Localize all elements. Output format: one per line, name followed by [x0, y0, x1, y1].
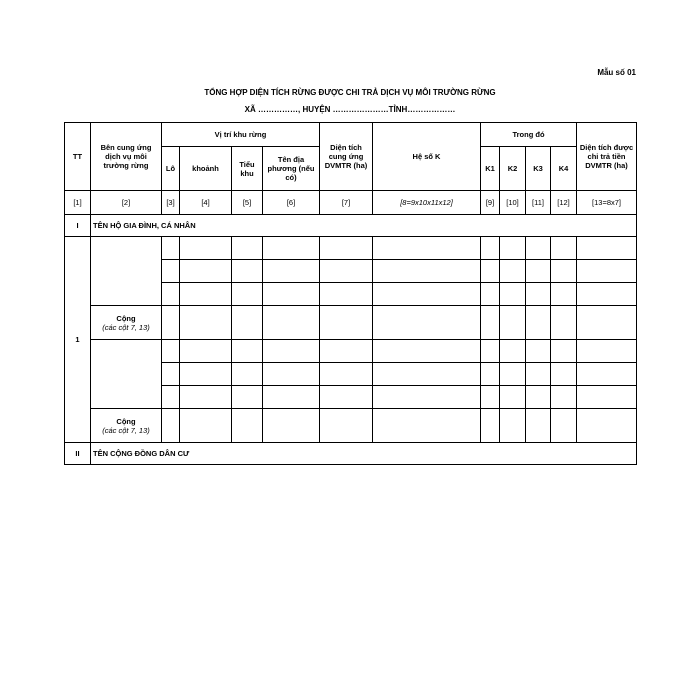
table-cell	[373, 363, 481, 386]
table-cell	[577, 340, 637, 363]
header-khoanh: khoảnh	[180, 147, 232, 191]
table-cell	[320, 386, 373, 409]
table-cell	[551, 340, 577, 363]
index-row	[65, 191, 637, 215]
table-cell	[481, 409, 500, 443]
table-cell	[232, 340, 263, 363]
table-cell	[320, 409, 373, 443]
table-cell	[320, 237, 373, 260]
table-cell	[526, 386, 551, 409]
table-cell	[577, 386, 637, 409]
document-title: TỔNG HỢP DIỆN TÍCH RỪNG ĐƯỢC CHI TRẢ DỊCH VỤ MÔI TRƯỜNG RỪNG	[204, 88, 496, 97]
table-cell	[180, 363, 232, 386]
table-cell	[500, 260, 526, 283]
table-cell	[500, 409, 526, 443]
header-k3: K3	[526, 147, 551, 191]
table-cell	[162, 306, 180, 340]
index-cell: [12]	[551, 191, 577, 215]
table-cell	[263, 283, 320, 306]
table-cell	[263, 340, 320, 363]
table-cell	[551, 283, 577, 306]
table-cell	[162, 237, 180, 260]
section-row-communities	[65, 443, 637, 465]
table-cell	[551, 237, 577, 260]
table-cell	[232, 386, 263, 409]
table-cell	[500, 237, 526, 260]
subtotal-note: (các cột 7, 13)	[102, 425, 150, 435]
header-k-coef: Hệ số K	[373, 123, 481, 191]
table-cell	[232, 260, 263, 283]
table-cell	[232, 363, 263, 386]
table-cell	[263, 386, 320, 409]
table-cell	[162, 340, 180, 363]
table-cell	[526, 260, 551, 283]
index-cell: [7]	[320, 191, 373, 215]
index-cell: [10]	[500, 191, 526, 215]
table-row	[65, 340, 637, 363]
table-cell	[320, 306, 373, 340]
table-cell	[162, 283, 180, 306]
forest-area-table	[64, 122, 637, 465]
table-cell	[481, 340, 500, 363]
table-cell	[373, 306, 481, 340]
header-lo: Lô	[162, 147, 180, 191]
subtotal-label-cell	[91, 409, 162, 443]
subtotal-label-cell	[91, 306, 162, 340]
table-cell	[162, 260, 180, 283]
document-subtitle: XÃ ……………, HUYỆN …………………TỈNH………………	[244, 105, 456, 114]
table-cell	[162, 409, 180, 443]
index-cell: [2]	[91, 191, 162, 215]
section-row-households	[65, 215, 637, 237]
table-cell	[373, 283, 481, 306]
header-breakdown-group: Trong đó	[481, 123, 577, 147]
index-cell: [8=9x10x11x12]	[373, 191, 481, 215]
table-cell	[500, 306, 526, 340]
table-cell	[577, 306, 637, 340]
table-cell	[577, 237, 637, 260]
table-cell	[263, 306, 320, 340]
table-cell	[320, 260, 373, 283]
table-cell	[481, 363, 500, 386]
table-cell	[481, 283, 500, 306]
table-cell	[526, 306, 551, 340]
table-cell	[232, 283, 263, 306]
header-location-group: Vị trí khu rừng	[162, 123, 320, 147]
header-row-1	[65, 123, 637, 147]
table-cell	[551, 306, 577, 340]
subtotal-row	[65, 409, 637, 443]
table-cell	[263, 260, 320, 283]
header-area: Diện tích cung ứng DVMTR (ha)	[320, 123, 373, 191]
provider-cell	[91, 237, 162, 306]
section-number: II	[65, 443, 91, 465]
table-cell	[373, 409, 481, 443]
header-k4: K4	[551, 147, 577, 191]
table-cell	[180, 237, 232, 260]
table-cell	[551, 409, 577, 443]
table-cell	[373, 340, 481, 363]
header-tieu-khu: Tiểu khu	[232, 147, 263, 191]
index-cell: [5]	[232, 191, 263, 215]
table-cell	[373, 260, 481, 283]
table-cell	[500, 386, 526, 409]
index-cell: [4]	[180, 191, 232, 215]
table-cell	[577, 260, 637, 283]
table-cell	[320, 363, 373, 386]
table-cell	[526, 409, 551, 443]
table-cell	[180, 306, 232, 340]
table-cell	[180, 409, 232, 443]
form-number: Mẫu số 01	[597, 68, 636, 77]
table-cell	[551, 363, 577, 386]
table-cell	[500, 363, 526, 386]
table-row	[65, 237, 637, 260]
table-cell	[500, 283, 526, 306]
table-cell	[500, 340, 526, 363]
table-cell	[180, 283, 232, 306]
table-cell	[320, 340, 373, 363]
subtotal-label: Cộng	[116, 313, 136, 323]
subtotal-note: (các cột 7, 13)	[102, 322, 150, 332]
table-cell	[481, 386, 500, 409]
table-cell	[162, 363, 180, 386]
section-number: I	[65, 215, 91, 237]
header-local-name: Tên địa phương (nếu có)	[263, 147, 320, 191]
table-cell	[232, 409, 263, 443]
table-cell	[551, 386, 577, 409]
table-cell	[263, 363, 320, 386]
table-cell	[577, 409, 637, 443]
table-cell	[180, 386, 232, 409]
table-cell	[481, 260, 500, 283]
table-cell	[481, 237, 500, 260]
table-cell	[551, 260, 577, 283]
index-cell: [13=8x7]	[577, 191, 637, 215]
table-cell	[577, 363, 637, 386]
table-cell	[162, 386, 180, 409]
section-label: TÊN HỘ GIA ĐÌNH, CÁ NHÂN	[91, 215, 637, 237]
table-cell	[180, 340, 232, 363]
index-cell: [1]	[65, 191, 91, 215]
table-cell	[263, 237, 320, 260]
header-k2: K2	[500, 147, 526, 191]
table-cell	[320, 283, 373, 306]
subtotal-label: Cộng	[116, 416, 136, 426]
table-cell	[526, 340, 551, 363]
table-cell	[263, 409, 320, 443]
header-provider: Bên cung ứng dịch vụ môi trường rừng	[91, 123, 162, 191]
table-cell	[232, 306, 263, 340]
header-k1: K1	[481, 147, 500, 191]
index-cell: [11]	[526, 191, 551, 215]
table-cell	[526, 363, 551, 386]
table-cell	[526, 237, 551, 260]
header-paid-area: Diện tích được chi trả tiền DVMTR (ha)	[577, 123, 637, 191]
index-cell: [9]	[481, 191, 500, 215]
provider-cell	[91, 340, 162, 409]
index-cell: [6]	[263, 191, 320, 215]
table-cell	[577, 283, 637, 306]
subtotal-row	[65, 306, 637, 340]
index-cell: [3]	[162, 191, 180, 215]
table-cell	[526, 283, 551, 306]
table-cell	[180, 260, 232, 283]
group-number: 1	[65, 237, 91, 443]
section-label: TÊN CỘNG ĐỒNG DÂN CƯ	[91, 443, 637, 465]
header-tt: TT	[65, 123, 91, 191]
table-cell	[373, 386, 481, 409]
table-cell	[232, 237, 263, 260]
table-cell	[373, 237, 481, 260]
table-cell	[481, 306, 500, 340]
